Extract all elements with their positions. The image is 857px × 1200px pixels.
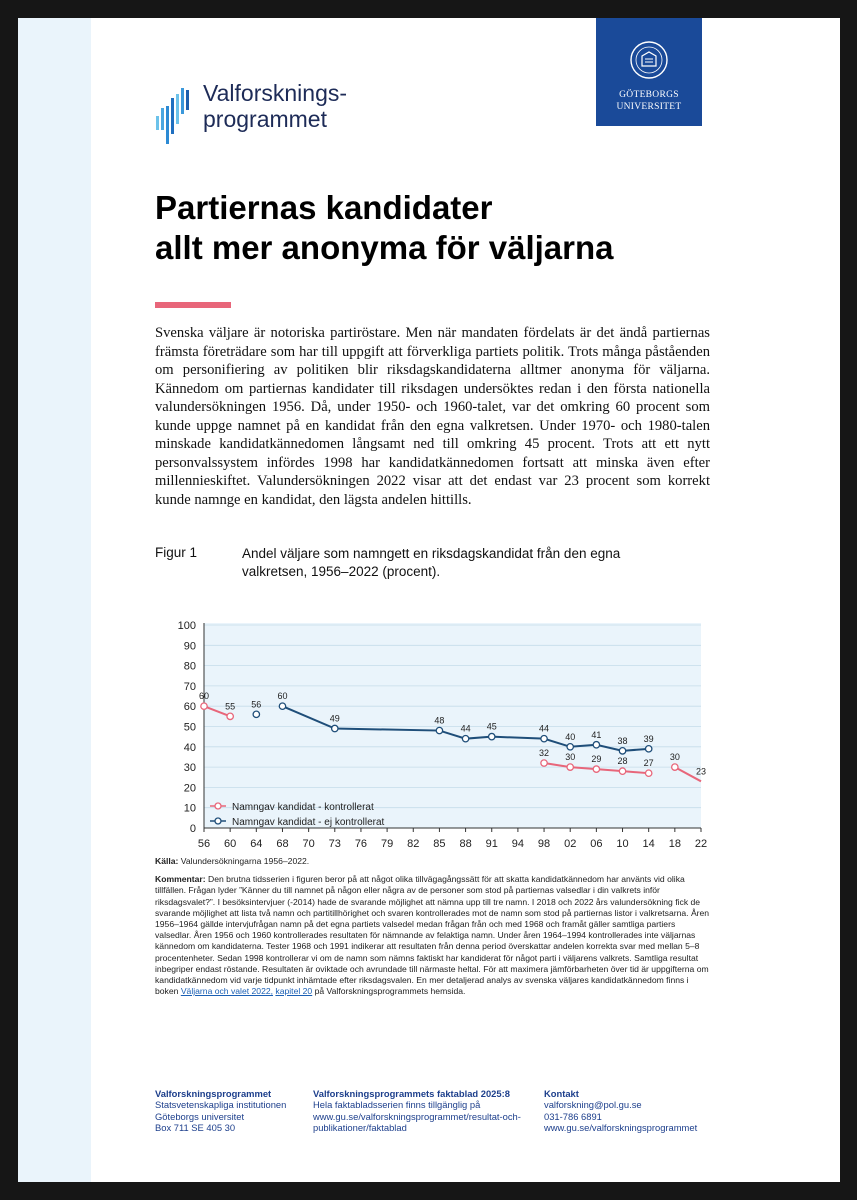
data-label: 23 (695, 766, 707, 777)
data-point (436, 727, 442, 733)
data-label: 45 (486, 721, 497, 732)
y-tick-label: 90 (183, 640, 196, 653)
legend-label: Namngav kandidat - kontrollerat (232, 802, 374, 813)
data-label: 41 (591, 729, 602, 740)
comment-text: Den brutna tidsserien i figuren beror på att något olika tillvägagångssätt för att skatta kandidatkännedom har använts vid olika tillfällen. Frågan lyder ”Känner du till namnet på någon eller några av de personer som stod på partiernas valsedlar i din valkrets inför riksdagsvalet?”. I besöksintervjuer (-2014) hade de svarande möjlighet att nämna upp till tre namn. I 2018 och 2022 års valundersökning fick de svarande möjlighet att lista två namn och partitillhörighet och svaren kontrollerades mot de namn som stod på partiernas listor i valkretsarna. Åren 1956–1964 gällde intervjufrågan namn på det egna partiets valsedel medan frågan från och med 1968 och framåt gäller samtliga partiers valsedlar. Åren 1956 och 1960 kontrollerades resultaten för nämnande av felaktiga namn. Under åren 1964–1994 kontrollerades inte väljarnas kännedom om kandidaterna. Tester 1968 och 1991 indikerar att resultaten från denna period överskattar andelen korrekta svar med mellan 5–8 procentenheter. Sedan 1998 kontrollerar vi om de namn som nämns faktiskt har kandiderat för något parti i väljarens valkrets. Samtliga resultat inbegriper endast röstande. Resultaten är oviktade och avrundade till närmaste heltal. För att maximera jämförbarheten över tid är uppgifterna om kandidatkännedom vid varje tidpunkt inhämtade efter riksdagsvalen. En mer detaljerad analys av svenska väljares kandidatkännedom finns i boken (155, 874, 710, 997)
data-label: 32 (539, 748, 550, 759)
footer-address-line: Göteborgs universitet (155, 1110, 245, 1122)
book-link[interactable]: Väljarna och valet 2022, (180, 986, 274, 997)
logo-wordmark (203, 80, 347, 132)
y-tick-label: 40 (183, 741, 196, 754)
figure-notes (155, 856, 710, 1004)
x-tick-label: 64 (250, 838, 263, 850)
source-label: Källa: (155, 856, 179, 866)
x-tick-label: 91 (485, 838, 498, 850)
chapter-link[interactable]: kapitel 20 (275, 986, 313, 997)
y-tick-label: 50 (183, 721, 196, 734)
university-name-line-2: UNIVERSITET (616, 102, 682, 112)
data-label: 38 (617, 735, 628, 746)
data-label: 55 (225, 701, 236, 712)
footer-contact-heading: Kontakt (544, 1088, 579, 1099)
title-line-1: Partiernas kandidater (155, 189, 493, 226)
footer-phone: 031-786 6891 (544, 1110, 602, 1122)
title-line-2: allt mer anonyma för väljarna (155, 229, 614, 266)
y-tick-label: 80 (183, 660, 196, 673)
figure-label: Figur 1 (155, 545, 198, 560)
footer-email[interactable]: valforskning@pol.gu.se (544, 1099, 642, 1111)
data-point (672, 764, 678, 770)
x-tick-label: 79 (380, 838, 394, 850)
data-point (567, 744, 573, 750)
figure-title: Andel väljare som namngett en riksdagskandidat från den egna valkretsen, 1956–2022 (procent). (242, 546, 621, 579)
x-tick-label: 98 (537, 838, 551, 850)
bar-chart-logo-icon (155, 68, 195, 148)
x-tick-label: 60 (224, 838, 237, 850)
y-tick-label: 0 (189, 823, 196, 835)
footer-address (155, 1088, 315, 1133)
data-label: 60 (277, 691, 288, 702)
plot-background (204, 623, 701, 828)
x-tick-label: 02 (564, 838, 577, 850)
data-label: 30 (669, 752, 680, 763)
y-tick-label: 20 (183, 782, 196, 795)
body-paragraph: Svenska väljare är notoriska partiröstare. Men när mandaten fördelats är det ändå partiernas främsta företrädare som har till uppgift att förverkliga partiets politik. Trots många påståenden om personifiering av politiken blir riksdagskandidaterna alltmer anonyma för väljarna. Kännedom om partiernas kandidater till riksdagen undersöktes redan i den första nationella valundersökningen 1956. Då, under 1950- och 1960-talet, var det omkring 60 procent som kunde uppge namnet på en kandidat från den egna valkretsen. Under 1970- och 1980-talen minskade kandidatkännedomen långsamt ned till omkring 45 procent. Trots att ett nytt personvalssystem infördes 1998 har kandidatkännedomen fortsatt att minska även efter millennieskiftet. Valundersökningen 2022 visar att det endast var 23 procent som korrekt kunde namnge en kandidat, den lägsta andelen hittills. (155, 325, 710, 508)
data-point (619, 768, 625, 774)
data-point (462, 735, 468, 741)
page-title (155, 188, 795, 268)
data-label: 39 (643, 733, 654, 744)
data-point (489, 733, 495, 739)
data-point (593, 766, 599, 772)
comment-tail: på Valforskningsprogrammets hemsida. (314, 986, 466, 997)
y-tick-label: 70 (183, 680, 196, 693)
data-point (541, 735, 547, 741)
data-point (227, 713, 233, 719)
data-point (253, 711, 259, 717)
data-label: 44 (460, 723, 471, 734)
document-page (18, 18, 840, 1182)
data-label: 40 (565, 731, 576, 742)
x-tick-label: 06 (590, 838, 603, 850)
data-label: 48 (434, 715, 445, 726)
y-tick-label: 30 (183, 762, 196, 775)
data-point (619, 748, 625, 754)
footer-address-line: Statsvetenskapliga institutionen (155, 1099, 287, 1111)
valforskningsprogrammet-logo (155, 68, 415, 148)
data-label: 44 (539, 723, 550, 734)
legend-marker (215, 818, 221, 824)
line-chart (150, 601, 708, 850)
x-tick-label: 68 (276, 838, 289, 850)
footer-series (313, 1088, 553, 1133)
data-point (567, 764, 573, 770)
logo-line-1: Valforsknings- (203, 80, 348, 106)
goteborgs-universitet-logo (596, 18, 702, 126)
data-label: 30 (565, 752, 576, 763)
university-name (596, 89, 702, 113)
x-tick-label: 76 (354, 838, 368, 850)
comment-label: Kommentar: (155, 874, 206, 885)
y-tick-label: 100 (177, 620, 196, 632)
x-tick-label: 18 (668, 838, 681, 850)
data-label: 29 (591, 754, 602, 765)
footer-address-line: Box 711 SE 405 30 (155, 1121, 236, 1133)
data-point (332, 725, 338, 731)
title-accent-bar (155, 302, 231, 308)
x-tick-label: 70 (302, 838, 315, 850)
data-label: 27 (643, 758, 654, 769)
x-tick-label: 94 (511, 838, 525, 850)
footer-address-heading: Valforskningsprogrammet (155, 1088, 272, 1099)
footer-series-line: Hela faktabladsserien finns tillgänglig på (313, 1099, 481, 1111)
x-tick-label: 56 (197, 838, 211, 850)
footer-series-link[interactable]: www.gu.se/valforskningsprogrammet/resultat-och- (313, 1110, 521, 1122)
university-name-line-1: GÖTEBORGS (619, 90, 679, 100)
source-note (155, 856, 710, 867)
x-tick-label: 10 (616, 838, 629, 850)
legend-label: Namngav kandidat - ej kontrollerat (232, 817, 385, 828)
data-label: 56 (251, 699, 262, 710)
data-label: 28 (617, 756, 628, 767)
x-tick-label: 73 (328, 838, 341, 850)
left-margin-strip (18, 18, 91, 1182)
logo-line-2: programmet (203, 106, 327, 132)
footer-website[interactable]: www.gu.se/valforskningsprogrammet (544, 1121, 698, 1133)
footer-contact (544, 1088, 744, 1133)
data-point (201, 703, 207, 709)
x-tick-label: 85 (433, 838, 446, 850)
data-point (593, 742, 599, 748)
university-seal-icon (629, 40, 669, 80)
x-tick-label: 14 (642, 838, 655, 850)
comment-note (155, 874, 710, 997)
x-tick-label: 22 (694, 838, 708, 850)
data-point (279, 703, 285, 709)
y-tick-label: 60 (183, 701, 196, 714)
x-tick-label: 82 (407, 838, 420, 850)
data-label: 49 (329, 713, 340, 724)
data-point (645, 770, 651, 776)
y-tick-label: 10 (183, 802, 196, 815)
data-label: 60 (198, 691, 210, 702)
source-text: Valundersökningarna 1956–2022. (180, 856, 310, 866)
legend-marker (215, 803, 221, 809)
footer-series-link[interactable]: publikationer/faktablad (313, 1121, 407, 1133)
x-tick-label: 88 (459, 838, 472, 850)
data-point (541, 760, 547, 766)
data-point (645, 746, 651, 752)
footer-series-heading: Valforskningsprogrammets faktablad 2025:8 (313, 1088, 510, 1099)
line-chart-svg (150, 601, 708, 850)
